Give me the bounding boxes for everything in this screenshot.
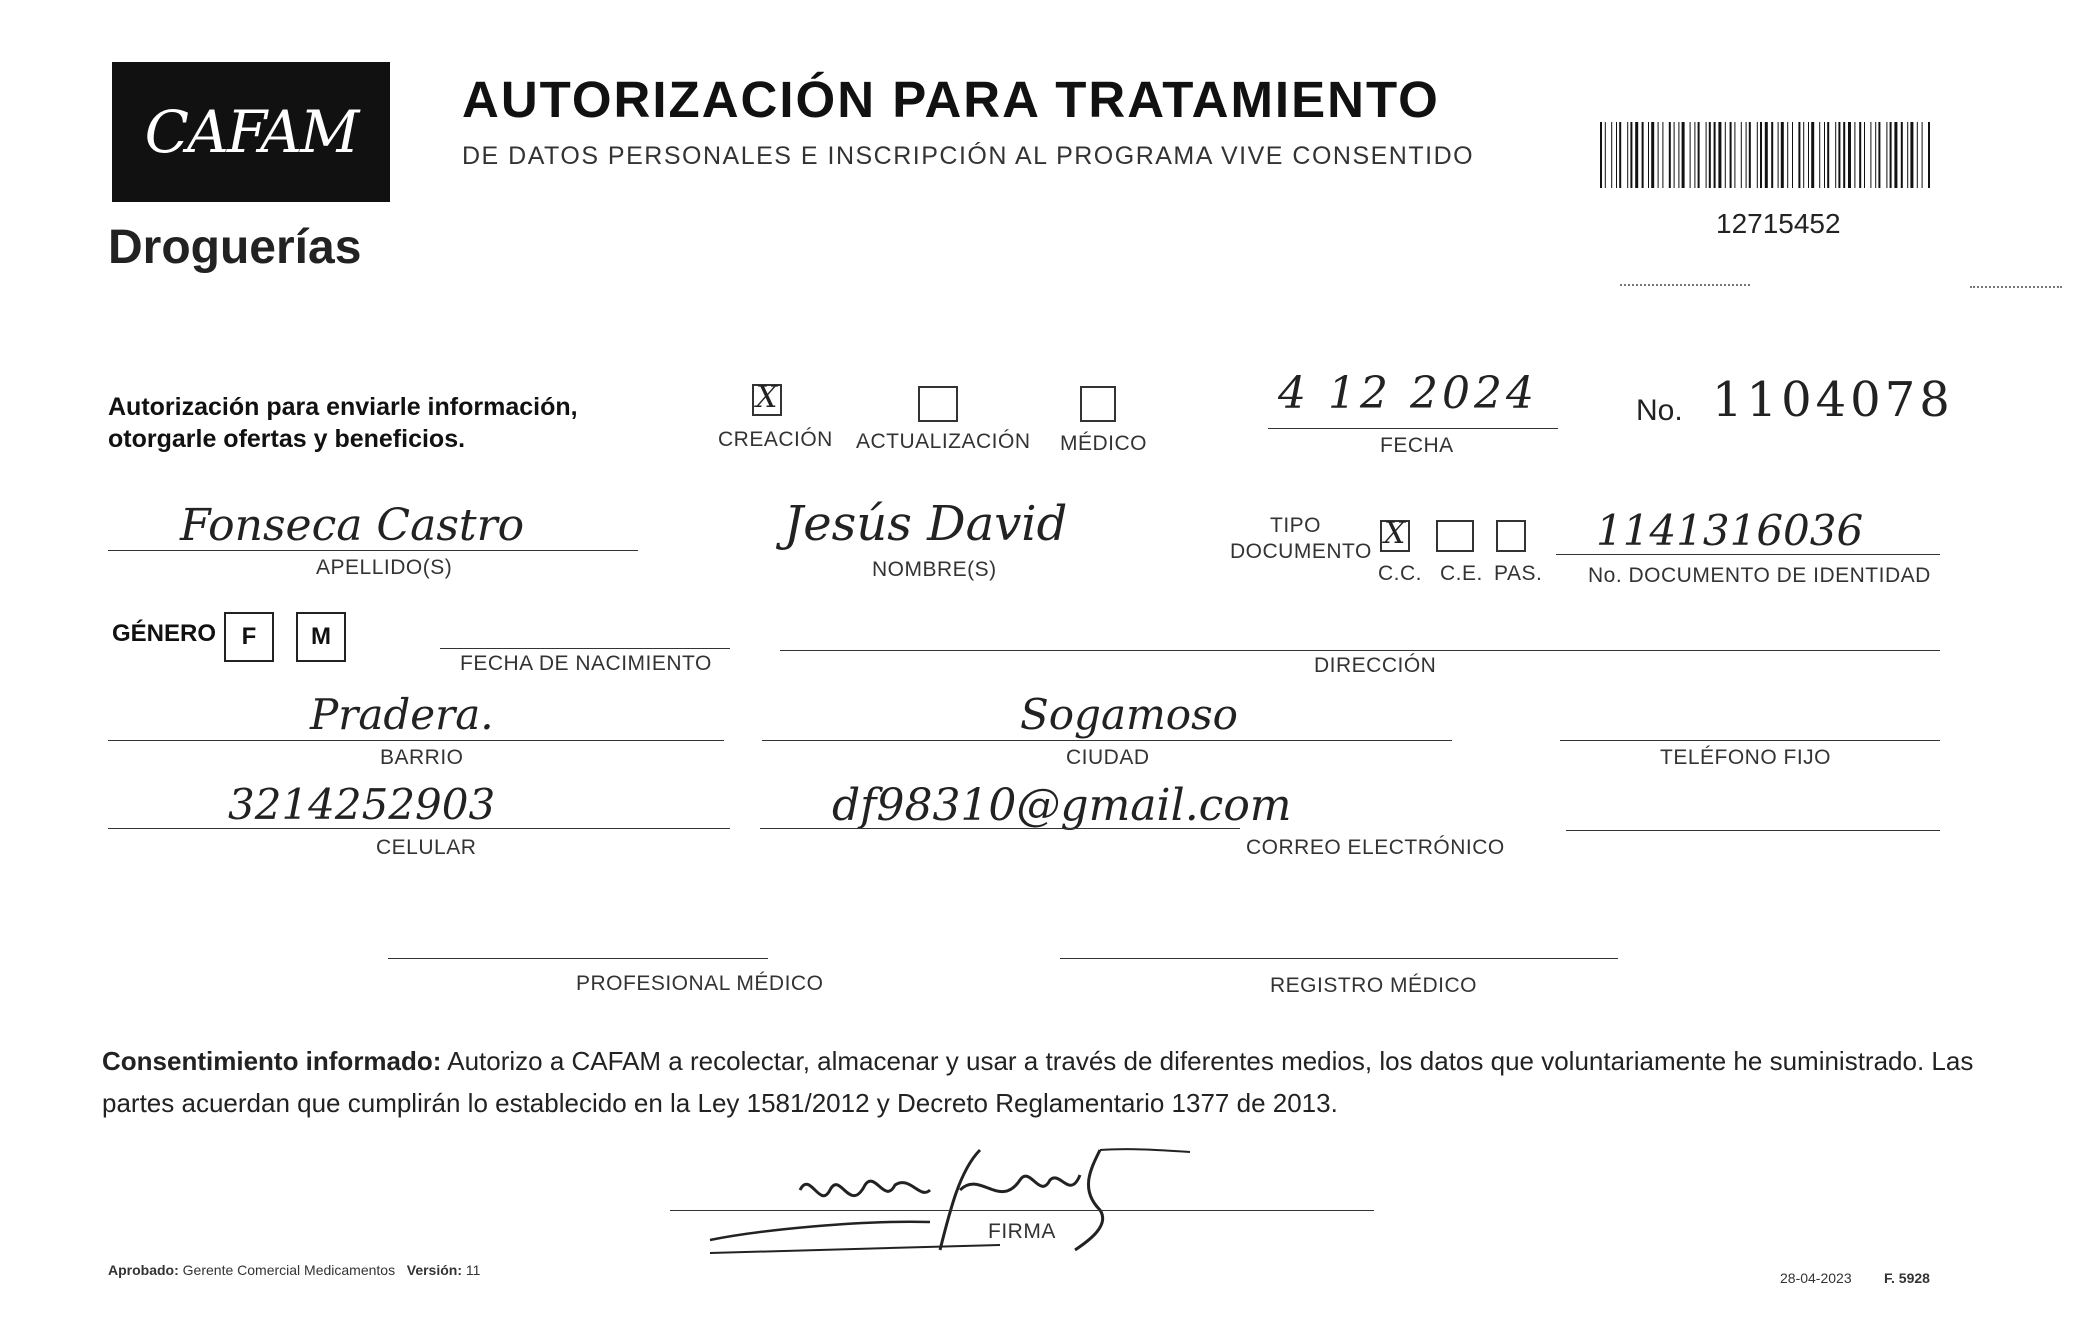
aprobado-value: Gerente Comercial Medicamentos — [182, 1262, 396, 1278]
fecha-line — [1268, 428, 1558, 429]
apellidos-line — [108, 550, 638, 551]
barcode-bar — [1616, 122, 1617, 188]
barcode-bar — [1917, 122, 1918, 188]
ciudad-label: CIUDAD — [1066, 746, 1150, 769]
barcode-bar — [1600, 122, 1602, 188]
nombres-value: Jesús David — [784, 496, 1068, 552]
footer-aprobado — [108, 1262, 480, 1278]
consent-bold: Consentimiento informado: — [102, 1046, 442, 1076]
checkbox-medico[interactable] — [1080, 386, 1116, 422]
cafam-logo — [112, 62, 390, 202]
barcode-bar — [1835, 122, 1836, 188]
authorization-text-1: Autorización para enviarle información, — [108, 393, 578, 421]
barcode-bar — [1878, 122, 1880, 188]
barcode-bar — [1635, 122, 1638, 188]
dotted-divider — [1620, 284, 1750, 286]
doc-type-cc: C.C. — [1378, 562, 1422, 585]
barcode-bar — [1730, 122, 1732, 188]
tipo-label-1: TIPO — [1270, 514, 1322, 537]
barcode-bar — [1662, 122, 1663, 188]
direccion-line — [780, 650, 1940, 651]
barcode-bar — [1605, 122, 1606, 188]
fecha-nacimiento-line — [440, 648, 730, 649]
barcode-bar — [1757, 122, 1758, 188]
barcode-bar — [1741, 122, 1742, 188]
consent-paragraph — [102, 1040, 2002, 1124]
subbrand-drogerias: Droguerías — [108, 221, 362, 274]
profesional-label: PROFESIONAL MÉDICO — [576, 972, 824, 995]
correo-value: df98310@gmail.com — [832, 780, 1292, 831]
barcode-bar — [1870, 122, 1871, 188]
checkbox-cc[interactable] — [1380, 516, 1410, 552]
barcode-bar — [1651, 122, 1654, 188]
firma-label: FIRMA — [988, 1220, 1056, 1243]
barcode-bar — [1619, 122, 1621, 188]
barcode-bar — [1886, 122, 1887, 188]
barcode-bar — [1648, 122, 1649, 188]
firma-line[interactable] — [670, 1210, 1374, 1211]
aprobado-label: Aprobado: — [108, 1262, 179, 1278]
option-label-medico: MÉDICO — [1060, 432, 1147, 455]
barcode-bar — [1690, 122, 1691, 188]
authorization-text-2: otorgarle ofertas y beneficios. — [108, 425, 466, 453]
version-value: 11 — [465, 1262, 481, 1278]
barcode-bar — [1859, 122, 1861, 188]
doc-type-ce: C.E. — [1440, 562, 1483, 585]
celular-label: CELULAR — [376, 836, 477, 859]
correo-label: CORREO ELECTRÓNICO — [1246, 836, 1505, 859]
checkbox-ce[interactable] — [1436, 520, 1474, 552]
no-value: 1104078 — [1712, 372, 1954, 428]
registro-line — [1060, 958, 1618, 959]
ciudad-line — [762, 740, 1452, 741]
barcode-bar — [1669, 122, 1671, 188]
checkbox-mark: X — [756, 380, 778, 415]
fecha-label: FECHA — [1380, 434, 1454, 457]
barcode-bar — [1778, 122, 1779, 188]
extra-line — [1566, 830, 1940, 831]
barcode-bar — [1718, 122, 1721, 188]
doc-type-pas: PAS. — [1494, 562, 1543, 585]
barcode-bar — [1714, 122, 1716, 188]
barcode-bar — [1811, 122, 1814, 188]
barcode-bar — [1803, 122, 1804, 188]
telefono-label: TELÉFONO FIJO — [1660, 746, 1832, 769]
barcode-bar — [1678, 122, 1679, 188]
signature-scribble — [680, 1130, 1240, 1260]
barcode-bar — [1901, 122, 1903, 188]
checkbox-mark: X — [1384, 516, 1406, 551]
tipo-label-2: DOCUMENTO — [1230, 540, 1372, 563]
barcode-bar — [1907, 122, 1908, 188]
barcode-bar — [1658, 122, 1659, 188]
barcode-bar — [1843, 122, 1845, 188]
option-label-actualizacion: ACTUALIZACIÓN — [856, 430, 1031, 453]
consent-text: Autorizo a CAFAM a recolectar, almacenar y usar a través de diferentes medios, los datos que voluntariamente he suministrado. Las partes acuerdan que cumplirán lo establecido en la Ley 1581/2012 y Decreto Reglamentario 1377 de 2013. — [102, 1046, 1974, 1118]
correo-line — [760, 828, 1240, 829]
celular-value: 3214252903 — [228, 780, 496, 829]
no-label: No. — [1636, 394, 1683, 427]
barcode-bar — [1725, 122, 1726, 188]
barcode-bar — [1682, 122, 1685, 188]
footer-form-code: F. 5928 — [1884, 1270, 1930, 1286]
barcode-bar — [1611, 122, 1612, 188]
barrio-line — [108, 740, 724, 741]
barcode-bar — [1781, 122, 1784, 188]
barcode-bar — [1706, 122, 1707, 188]
profesional-line — [388, 958, 768, 959]
celular-line — [108, 828, 730, 829]
barcode-bar — [1928, 122, 1930, 188]
genero-label: GÉNERO — [112, 620, 217, 647]
barcode-bar — [1749, 122, 1751, 188]
barcode-bar — [1824, 122, 1825, 188]
checkbox-actualizacion[interactable] — [918, 386, 958, 422]
form-subtitle: DE DATOS PERSONALES E INSCRIPCIÓN AL PROGRAMA VIVE CONSENTIDO — [462, 142, 1475, 170]
barcode — [1600, 122, 1930, 188]
barcode-bar — [1854, 122, 1855, 188]
fecha-nacimiento-label: FECHA DE NACIMIENTO — [460, 652, 712, 675]
apellidos-value: Fonseca Castro — [180, 500, 525, 551]
barrio-value: Pradera. — [310, 690, 494, 739]
barcode-bar — [1838, 122, 1840, 188]
barcode-bar — [1734, 122, 1735, 188]
direccion-label: DIRECCIÓN — [1314, 654, 1437, 677]
footer-date: 28-04-2023 — [1780, 1270, 1852, 1286]
ciudad-value: Sogamoso — [1020, 690, 1238, 739]
barcode-bar — [1864, 122, 1865, 188]
barrio-label: BARRIO — [380, 746, 464, 769]
nombres-label: NOMBRE(S) — [872, 558, 997, 581]
dotted-divider — [1970, 286, 2062, 288]
genero-m-box[interactable]: M — [296, 612, 346, 662]
barcode-bar — [1819, 122, 1820, 188]
barcode-bar — [1827, 122, 1829, 188]
checkbox-pas[interactable] — [1496, 520, 1526, 552]
barcode-bar — [1922, 122, 1923, 188]
barcode-bar — [1627, 122, 1628, 188]
barcode-bar — [1698, 122, 1700, 188]
barcode-bar — [1787, 122, 1788, 188]
barcode-bar — [1674, 122, 1675, 188]
barcode-bar — [1694, 122, 1695, 188]
barcode-bar — [1760, 122, 1762, 188]
doc-number-value: 1141316036 — [1596, 506, 1864, 555]
barcode-bar — [1765, 122, 1768, 188]
apellidos-label: APELLIDO(S) — [316, 556, 453, 579]
barcode-number: 12715452 — [1716, 208, 1841, 239]
version-label: Versión: — [406, 1262, 462, 1278]
form-title: AUTORIZACIÓN PARA TRATAMIENTO — [462, 71, 1440, 128]
barcode-bar — [1642, 122, 1644, 188]
logo-text: CAFAM — [144, 98, 358, 166]
barcode-bar — [1709, 122, 1711, 188]
registro-label: REGISTRO MÉDICO — [1270, 974, 1478, 997]
barcode-bar — [1890, 122, 1892, 188]
barcode-bar — [1848, 122, 1851, 188]
barcode-bar — [1808, 122, 1809, 188]
doc-number-line — [1556, 554, 1940, 555]
option-label-creacion: CREACIÓN — [718, 428, 833, 451]
doc-number-label: No. DOCUMENTO DE IDENTIDAD — [1588, 564, 1931, 587]
barcode-bar — [1630, 122, 1632, 188]
barcode-bar — [1771, 122, 1773, 188]
barcode-bar — [1798, 122, 1800, 188]
barcode-bar — [1792, 122, 1793, 188]
genero-f-box[interactable]: F — [224, 612, 274, 662]
barcode-bar — [1746, 122, 1747, 188]
barcode-bar — [1910, 122, 1913, 188]
telefono-line — [1560, 740, 1940, 741]
fecha-value: 4 12 2024 — [1278, 368, 1538, 419]
checkbox-creacion[interactable] — [752, 380, 782, 416]
barcode-bar — [1894, 122, 1897, 188]
barcode-bar — [1875, 122, 1876, 188]
